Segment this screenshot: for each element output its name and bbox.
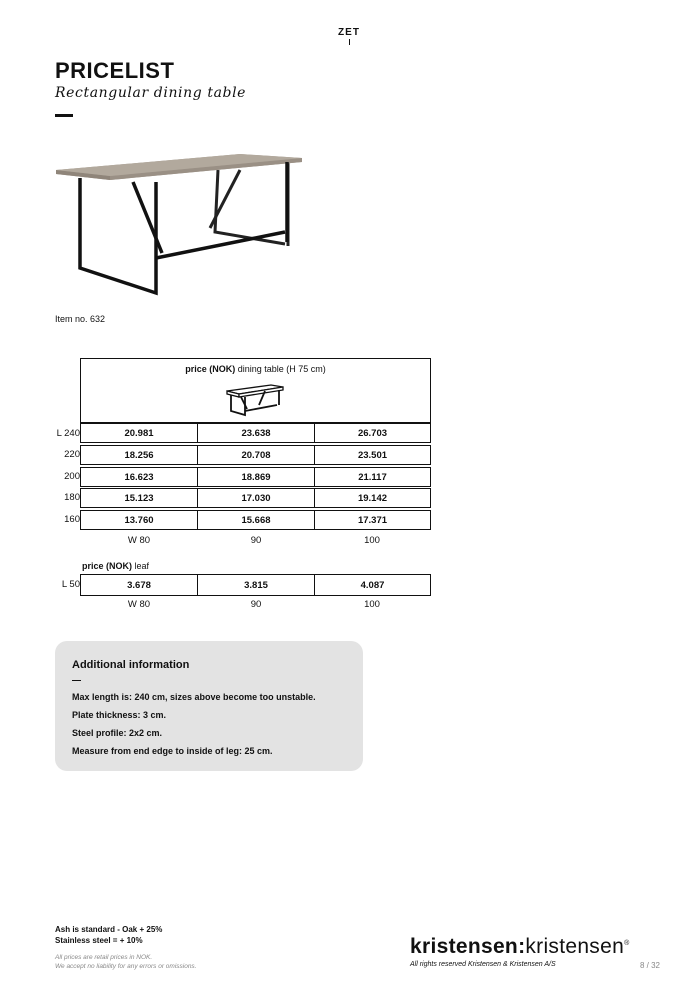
price-cell: 23.501 [314,445,431,465]
logo-part: kristensen [410,935,519,958]
price-cell: 13.760 [80,510,198,530]
column-label: 90 [250,535,262,546]
row-label: 180 [64,492,80,503]
logo-separator: : [518,935,526,958]
info-line: Steel profile: 2x2 cm. [72,728,163,738]
leaf-caption-rest: leaf [132,561,150,571]
additional-info-title: Additional information [72,659,190,671]
page-number: 8 / 32 [639,961,660,970]
price-cell: 20.708 [197,445,315,465]
column-label: W 80 [127,599,151,610]
price-cell: 17.371 [314,510,431,530]
info-line: Measure from end edge to inside of leg: 25 cm. [72,746,273,756]
disclaimer-line: All prices are retail prices in NOK. [55,954,153,961]
column-label: 100 [364,535,380,546]
material-note: Stainless steel = + 10% [55,936,143,945]
price-cell: 19.142 [314,488,431,508]
price-table-caption-bold: price (NOK) [185,364,236,374]
title-divider [55,114,73,117]
price-cell: 15.668 [197,510,315,530]
row-label: L 50 [61,579,80,590]
info-line: Max length is: 240 cm, sizes above become too unstable. [72,692,316,702]
table-icon [225,383,285,417]
registered-mark: ® [624,940,630,947]
row-label: 220 [64,449,80,460]
additional-info-divider [72,680,81,681]
price-cell: 20.981 [80,423,198,443]
price-cell: 15.123 [80,488,198,508]
price-cell: 17.030 [197,488,315,508]
material-notes [55,924,162,946]
price-cell: 18.869 [197,467,315,487]
price-cell: 18.256 [80,445,198,465]
additional-info-panel [55,641,363,771]
leaf-table-caption [82,561,149,571]
info-line: Plate thickness: 3 cm. [72,710,167,720]
brand-mark-text: ZET [338,27,360,38]
material-note: Ash is standard - Oak + 25% [55,925,163,934]
price-cell: 26.703 [314,423,431,443]
brand-mark [0,27,698,45]
page-subtitle: Rectangular dining table [55,85,247,101]
price-cell: 21.117 [314,467,431,487]
price-cell: 16.623 [80,467,198,487]
disclaimer [55,953,197,971]
price-cell: 3.678 [80,574,198,596]
rights-notice: All rights reserved Kristensen & Kristensen A/S [410,961,556,968]
column-label: W 80 [127,535,151,546]
column-label: 90 [250,599,262,610]
price-table-caption [81,364,430,374]
table-product-image [50,140,310,305]
price-cell: 3.815 [197,574,315,596]
price-table-caption-rest: dining table (H 75 cm) [235,364,326,374]
disclaimer-line: We accept no liability for any errors or omissions. [55,963,197,970]
row-label: L 240 [56,428,80,439]
price-cell: 23.638 [197,423,315,443]
item-number: Item no. 632 [55,314,106,324]
brand-mark-bar [349,39,350,45]
leaf-caption-bold: price (NOK) [82,561,133,571]
logo-part: kristensen [525,935,625,958]
page-title: PRICELIST [55,58,175,83]
column-label: 100 [364,599,380,610]
row-label: 200 [64,471,80,482]
price-cell: 4.087 [314,574,431,596]
company-logo [410,935,630,959]
price-table-header [80,358,431,423]
row-label: 160 [64,514,80,525]
